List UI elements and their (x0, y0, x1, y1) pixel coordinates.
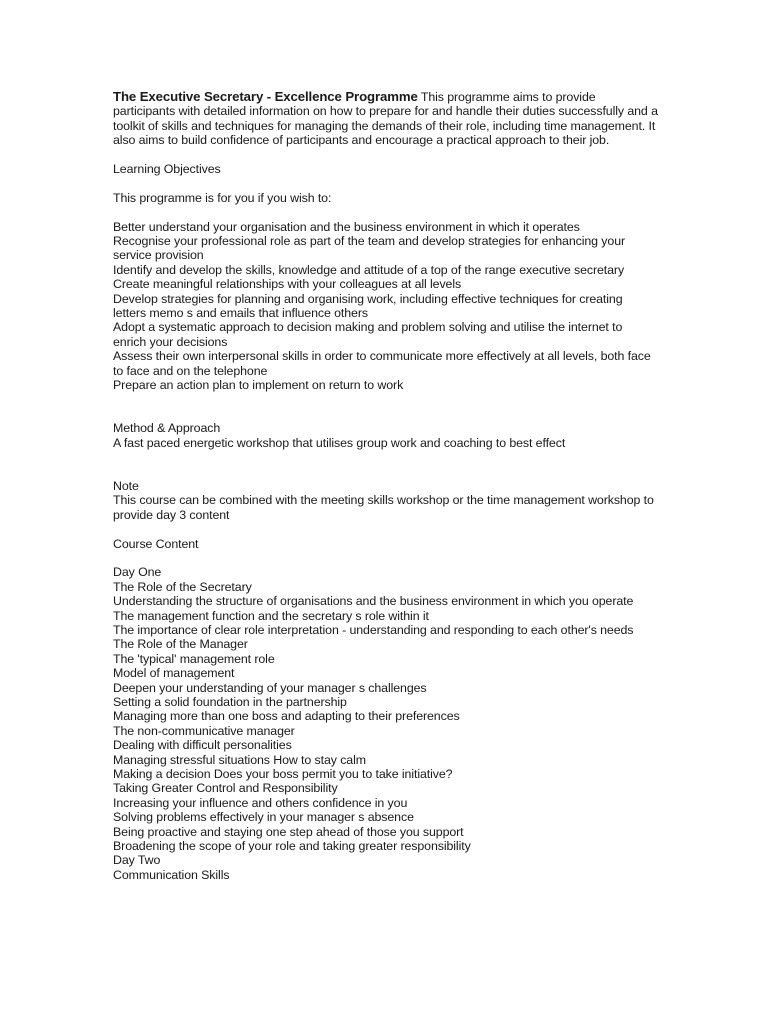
intro-paragraph (113, 90, 658, 148)
spacer (113, 205, 658, 219)
course-item: Model of management (113, 666, 235, 681)
course-item: Deepen your understanding of your manager s challenges (113, 680, 427, 695)
course-item: Solving problems effectively in your manager s absence (113, 810, 414, 825)
course-item: Understanding the structure of organisations and the business environment in which you operate (113, 594, 634, 609)
course-item: Day One (113, 565, 162, 580)
spacer (113, 392, 658, 421)
spacer (113, 176, 658, 190)
objective-item: Identify and develop the skills, knowledge and attitude of a top of the range executive secretary (113, 262, 625, 277)
course-content-list (113, 565, 658, 882)
spacer (113, 148, 658, 162)
course-item: Increasing your influence and others confidence in you (113, 795, 408, 810)
document-title: The Executive Secretary - Excellence Programme (113, 89, 418, 104)
objective-item: Develop strategies for planning and organising work, including effective techniques for creating letters memo s and emails that influence others (113, 291, 623, 321)
learning-objectives-lead: This programme is for you if you wish to: (113, 190, 332, 205)
method-heading: Method & Approach (113, 421, 221, 436)
method-text: A fast paced energetic workshop that utilises group work and coaching to best effect (113, 435, 566, 450)
spacer (113, 450, 658, 479)
learning-objectives-heading: Learning Objectives (113, 162, 221, 177)
spacer (113, 522, 658, 536)
note-text: This course can be combined with the meeting skills workshop or the time management workshop to provide day 3 content (113, 493, 654, 522)
course-item: Taking Greater Control and Responsibility (113, 781, 338, 796)
course-item: Managing stressful situations How to stay calm (113, 752, 366, 767)
course-content-heading: Course Content (113, 536, 199, 551)
course-item: Making a decision Does your boss permit you to take initiative? (113, 766, 453, 781)
course-item: Managing more than one boss and adapting to their preferences (113, 709, 460, 724)
objectives-list (113, 220, 658, 393)
note-heading: Note (113, 478, 139, 493)
course-item: Being proactive and staying one step ahead of those you support (113, 824, 464, 839)
document-body (113, 90, 658, 882)
course-item: Communication Skills (113, 867, 230, 882)
objective-item: Prepare an action plan to implement on return to work (113, 378, 404, 393)
objective-item: Adopt a systematic approach to decision making and problem solving and utilise the internet to enrich your decisions (113, 320, 623, 349)
intro-text: This programme aims to provide participants with detailed information on how to prepare for and handle their duties successfully and a toolkit of skills and techniques for managing the demands of their role, including time management. It also aims to build confidence of participants and encourage a practical approach to their job. (113, 90, 658, 148)
course-item: Day Two (113, 853, 161, 868)
course-item: The Role of the Secretary (113, 579, 252, 594)
objective-item: Create meaningful relationships with your colleagues at all levels (113, 277, 462, 292)
course-item: The Role of the Manager (113, 637, 248, 652)
course-item: Setting a solid foundation in the partnership (113, 694, 347, 709)
objective-item: Assess their own interpersonal skills in order to communicate more effectively at all levels, both face to face and on the telephone (113, 349, 651, 378)
course-item: The 'typical' management role (113, 651, 275, 666)
course-item: The management function and the secretary s role within it (113, 608, 429, 623)
objective-item: Better understand your organisation and the business environment in which it operates (113, 219, 580, 234)
objective-item: Recognise your professional role as part of the team and develop strategies for enhancing your service provision (113, 234, 626, 263)
spacer (113, 551, 658, 565)
course-item: Dealing with difficult personalities (113, 738, 292, 753)
course-item: The importance of clear role interpretation - understanding and responding to each other's needs (113, 622, 634, 637)
course-item: Broadening the scope of your role and taking greater responsibility (113, 839, 471, 854)
course-item: The non-communicative manager (113, 723, 295, 738)
